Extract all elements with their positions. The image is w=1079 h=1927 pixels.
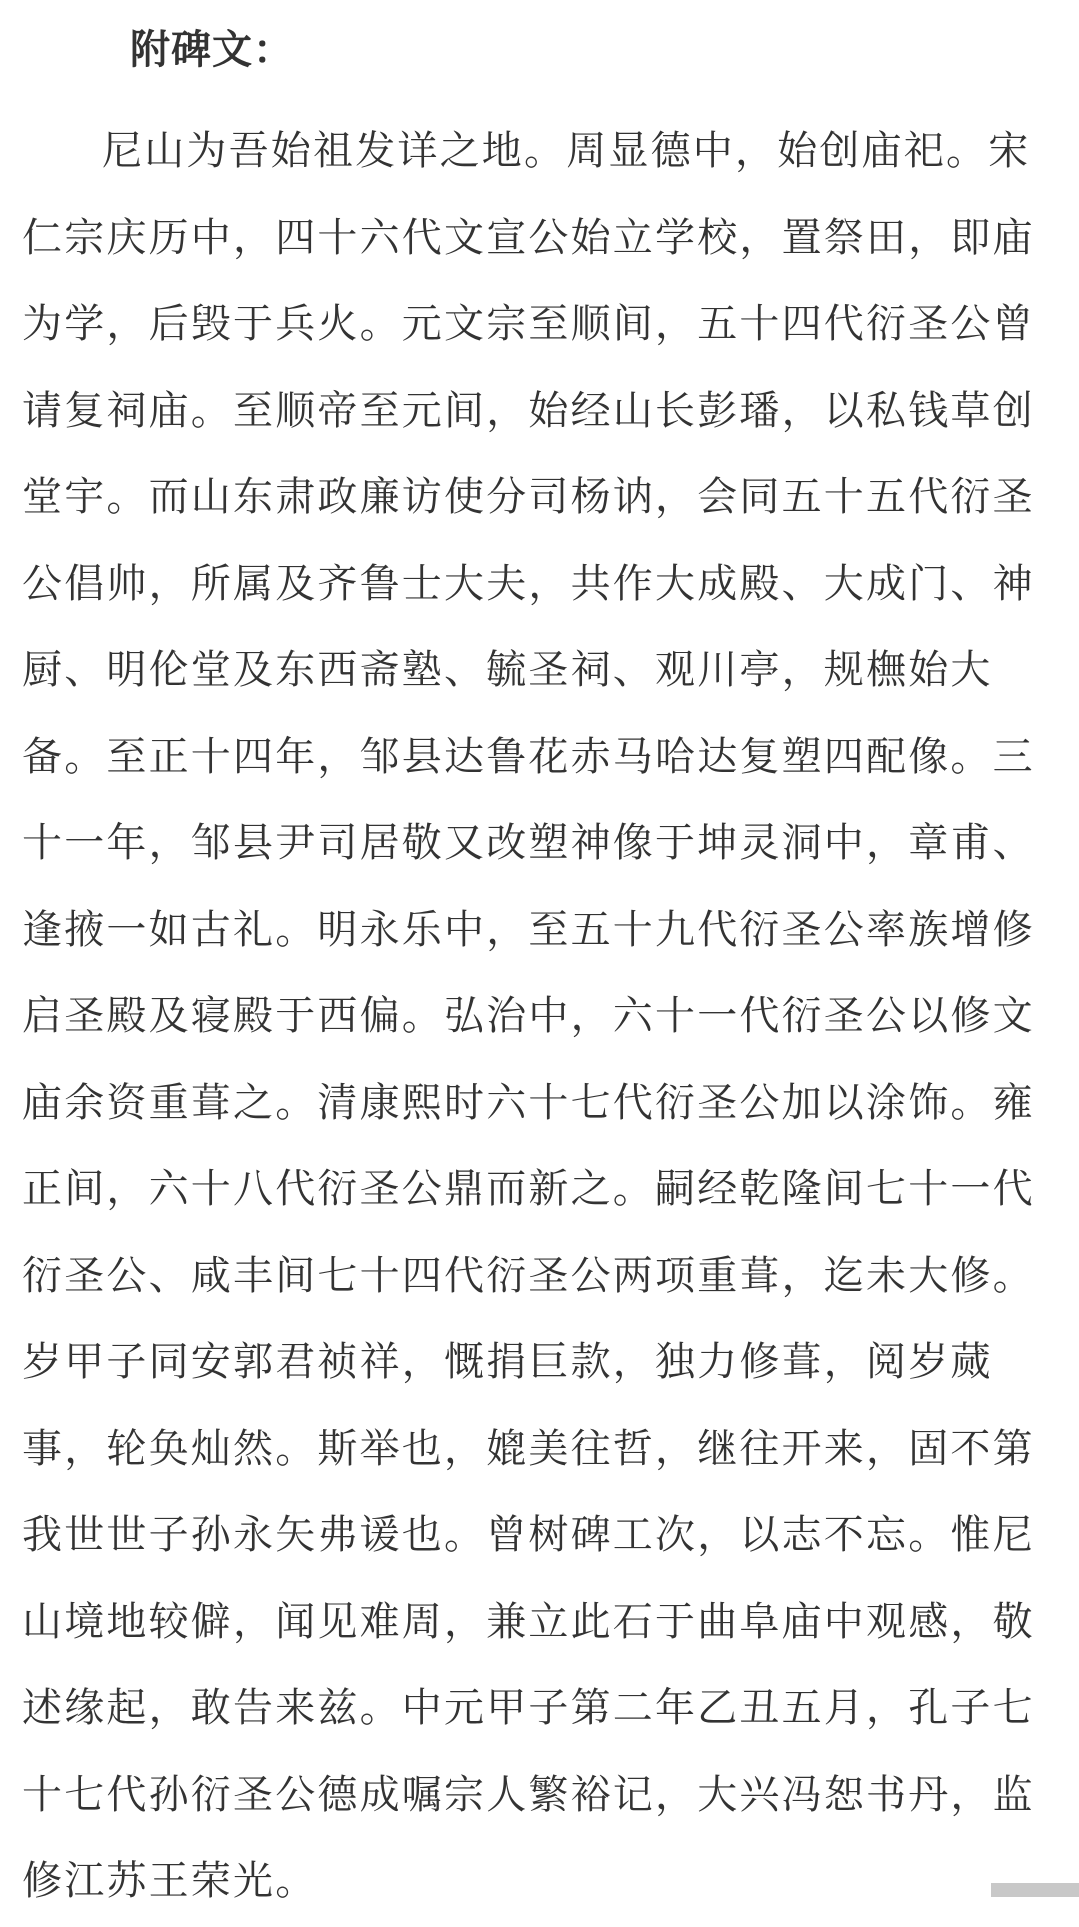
text-line: 事，轮奂灿然。斯举也，媲美往哲，继往开来，固不第 bbox=[22, 1425, 1035, 1472]
text-line: 衍圣公、咸丰间七十四代衍圣公两项重葺，迄未大修。 bbox=[22, 1252, 1035, 1299]
text-line: 十七代孙衍圣公德成嘱宗人繁裕记，大兴冯恕书丹，监 bbox=[22, 1771, 1035, 1818]
text-line: 修江苏王荣光。 bbox=[22, 1858, 318, 1904]
text-line: 堂宇。而山东肃政廉访使分司杨讷，会同五十五代衍圣 bbox=[22, 474, 1035, 520]
text-line: 我世世子孙永矢弗谖也。曾树碑工次，以志不忘。惟尼 bbox=[22, 1512, 1035, 1558]
text-line: 公倡帅，所属及齐鲁士大夫，共作大成殿、大成门、神 bbox=[22, 560, 1035, 607]
text-line: 仁宗庆历中，四十六代文宣公始立学校，置祭田，即庙 bbox=[22, 214, 1035, 261]
text-line: 逢掖一如古礼。明永乐中，至五十九代衍圣公率族增修 bbox=[22, 906, 1035, 953]
text-line: 十一年，邹县尹司居敬又改塑神像于坤灵洞中，章甫、 bbox=[22, 820, 1035, 866]
text-line: 正间，六十八代衍圣公鼎而新之。嗣经乾隆间七十一代 bbox=[22, 1166, 1035, 1212]
text-line: 山境地较僻，闻见难周，兼立此石于曲阜庙中观感，敬 bbox=[22, 1598, 1035, 1645]
inscription-text bbox=[22, 110, 1062, 1927]
scroll-to-top-button[interactable] bbox=[991, 1883, 1079, 1897]
text-line: 备。至正十四年，邹县达鲁花赤马哈达复塑四配像。三 bbox=[22, 733, 1035, 780]
text-line: 厨、明伦堂及东西斋塾、毓圣祠、观川亭，规橅始大 bbox=[22, 647, 993, 693]
text-line: 述缘起，敢告来兹。中元甲子第二年乙丑五月，孔子七 bbox=[22, 1685, 1035, 1731]
text-line: 启圣殿及寝殿于西偏。弘治中，六十一代衍圣公以修文 bbox=[22, 993, 1035, 1039]
text-line: 岁甲子同安郭君祯祥，慨捐巨款，独力修葺，阅岁蒇 bbox=[22, 1339, 993, 1385]
text-line: 庙余资重葺之。清康熙时六十七代衍圣公加以涂饰。雍 bbox=[22, 1079, 1035, 1126]
text-line: 请复祠庙。至顺帝至元间，始经山长彭璠，以私钱草创 bbox=[22, 387, 1035, 434]
text-line: 为学，后毁于兵火。元文宗至顺间，五十四代衍圣公曾 bbox=[22, 301, 1035, 347]
inscription-heading: 附碑文： bbox=[130, 27, 294, 73]
text-line: 尼山为吾始祖发详之地。周显德中，始创庙祀。宋 bbox=[102, 128, 1031, 174]
